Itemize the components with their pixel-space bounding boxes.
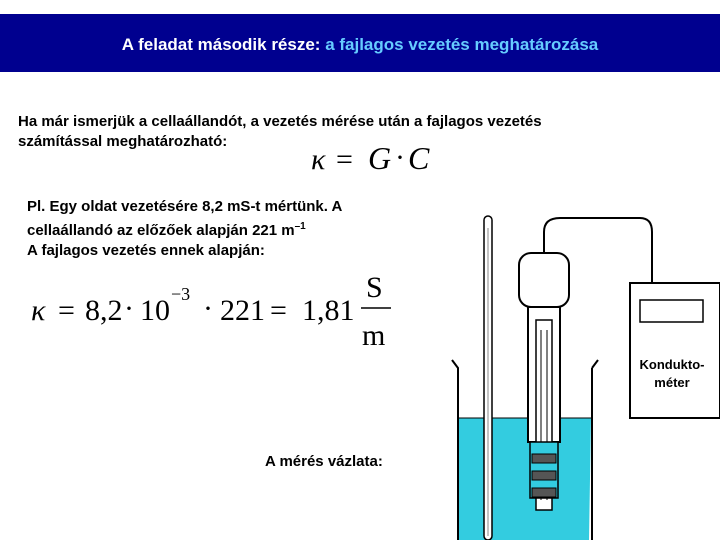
formula-kappa-equals-g-c: [311, 140, 430, 176]
example-line-3: A fajlagos vezetés ennek alapján:: [27, 242, 265, 259]
formula2-exponent: −3: [171, 284, 191, 304]
title-prefix: A feladat második része:: [121, 35, 321, 54]
formula2-equals-1: =: [58, 294, 75, 327]
formula1-dot: ·: [395, 141, 405, 174]
meter-display: [640, 300, 703, 322]
formula2-unit-denominator: m: [362, 319, 386, 352]
formula2-ten: 10: [140, 294, 170, 327]
electrode-plate-2: [532, 471, 556, 480]
formula1-g: G: [368, 140, 392, 176]
example-line-2-text: cellaállandó az előzőek alapján 221 m: [27, 222, 295, 239]
electrode-plate-1: [532, 454, 556, 463]
measurement-diagram: [452, 216, 720, 540]
example-line-2-exponent: –1: [294, 221, 306, 232]
probe-head: [519, 253, 569, 307]
formula2-result: 1,81: [302, 294, 355, 327]
formula1-kappa: κ: [311, 143, 326, 176]
formula-calculation: [31, 271, 391, 352]
formula2-dot-2: ·: [203, 292, 213, 325]
intro-line-1: Ha már ismerjük a cellaállandót, a vezetés mérése után a fajlagos vezetés: [18, 113, 542, 130]
example-line-1: Pl. Egy oldat vezetésére 8,2 mS-t mértünk. A: [27, 198, 343, 215]
formula1-c: C: [408, 140, 430, 176]
formula2-unit-numerator: S: [366, 271, 383, 304]
liquid: [457, 418, 591, 540]
title-highlight: a fajlagos vezetés meghatározása: [320, 35, 599, 54]
diagram-caption: A mérés vázlata:: [265, 453, 383, 470]
formula2-value-a: 8,2: [85, 294, 123, 327]
electrode-plate-3: [532, 488, 556, 497]
formula2-kappa: κ: [31, 294, 46, 327]
formula2-dot-1: ·: [124, 292, 134, 325]
meter-label-line-2: méter: [654, 375, 690, 390]
formula2-value-b: 221: [220, 294, 265, 327]
meter-label-line-1: Konduktо-: [639, 357, 705, 372]
formula2-equals-2: =: [270, 294, 287, 327]
intro-line-2: számítással meghatározható:: [18, 133, 228, 150]
formula1-equals: =: [336, 143, 353, 176]
